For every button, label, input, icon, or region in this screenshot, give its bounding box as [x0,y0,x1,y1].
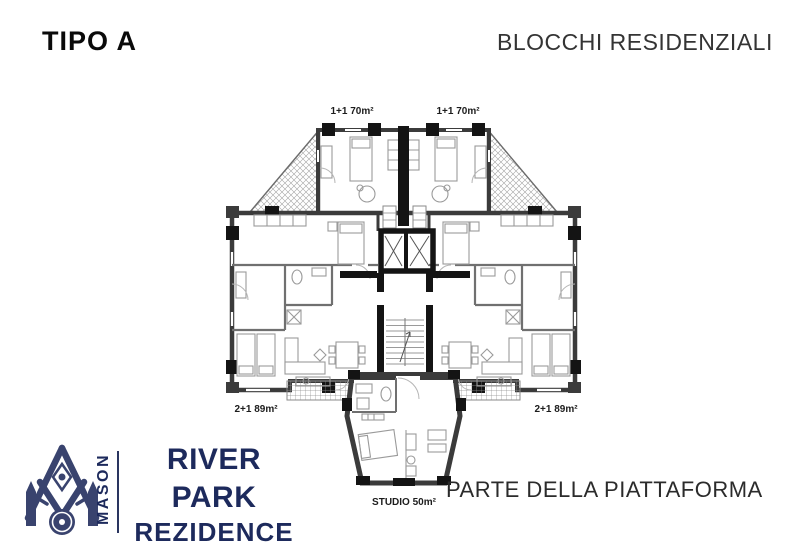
stairs [386,318,424,366]
studio-unit [342,370,466,486]
brand-divider [117,451,119,533]
unit-label-top-right: 1+1 70m² [436,106,480,117]
unit-label-bottom-left: 2+1 89m² [234,404,278,415]
brand-title-line1: RIVER PARK [166,443,262,514]
page-title: TIPO A [42,26,138,56]
footer-caption: PARTE DELLA PIATTAFORMA [446,477,763,502]
unit-label-top-left: 1+1 70m² [330,106,374,117]
brand-title-line2: REZIDENCE [134,517,294,547]
brand-vertical-name: MASON [95,452,112,526]
unit-label-studio: STUDIO 50m² [372,497,436,508]
header-subtitle: BLOCCHI RESIDENZIALI [497,29,773,55]
unit-label-bottom-right: 2+1 89m² [534,404,578,415]
